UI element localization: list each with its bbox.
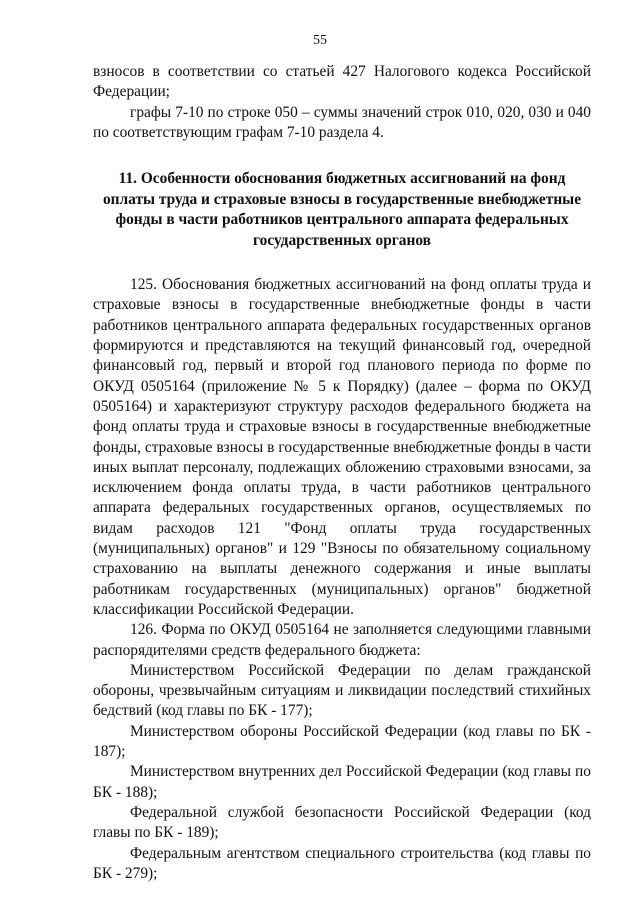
paragraph-126: 126. Форма по ОКУД 0505164 не заполняется следующими главными распорядителями средств федерального бюджета: [93, 621, 591, 659]
list-item-minoborony: Министерством обороны Российской Федерации (код главы по БК - 187); [93, 722, 591, 761]
paragraph-125: 125. Обоснования бюджетных ассигнований на фонд оплаты труда и страховые взносы в государственные внебюджетные фонды в части работников центрального аппарата федеральных государственных органов формируются и представляются на текущий финансовый год, очередной финансовый год, первый и второй год планового периода по форме по ОКУД 0505164 (приложение № 5 к Порядку) (далее – форма по ОКУД 0505164) и характеризуют структуру расходов федерального бюджета на фонд оплаты труда и страховые взносы в государственные внебюджетные фонды, страховые взносы в государственные внебюджетные фонды в части иных выплат персоналу, подлежащих обложению страховыми взносами, за исключением фонда оплаты труда, в части работников центрального аппарата федеральных государственных органов, осуществляемых по видам расходов 121 "Фонд оплаты труда государственных (муниципальных) органов" и 129 "Взносы по обязательному социальному страхованию на выплаты денежного содержания и иные выплаты работникам государственных (муниципальных) органов" бюджетной классификации Российской Федерации. [93, 276, 591, 618]
list-item-mchs: Министерством Российской Федерации по делам гражданской обороны, чрезвычайным ситуациям и ликвидации последствий стихийных бедствий (код главы по БК - 177); [93, 661, 591, 720]
paragraph-columns-7-10: графы 7-10 по строке 050 – суммы значений строк 010, 020, 030 и 040 по соответствующим графам 7-10 раздела 4. [93, 103, 591, 141]
list-item-mvd: Министерством внутренних дел Российской Федерации (код главы по БК - 188); [93, 763, 591, 801]
page-content [93, 62, 591, 884]
section-heading: 11. Особенности обоснования бюджетных ассигнований на фонд оплаты труда и страховые взносы в государственные внебюджетные фонды в части работников центрального аппарата федеральных государственных органов [102, 170, 582, 249]
list-item-spetsstroy: Федеральным агентством специального строительства (код главы по БК - 279); [93, 844, 591, 882]
page-number: 55 [313, 33, 327, 48]
list-item-fsb: Федеральной службой безопасности Российской Федерации (код главы по БК - 189); [93, 803, 591, 842]
paragraph-continuation: взносов в соответствии со статьей 427 Налогового кодекса Российской Федерации; [93, 63, 591, 101]
